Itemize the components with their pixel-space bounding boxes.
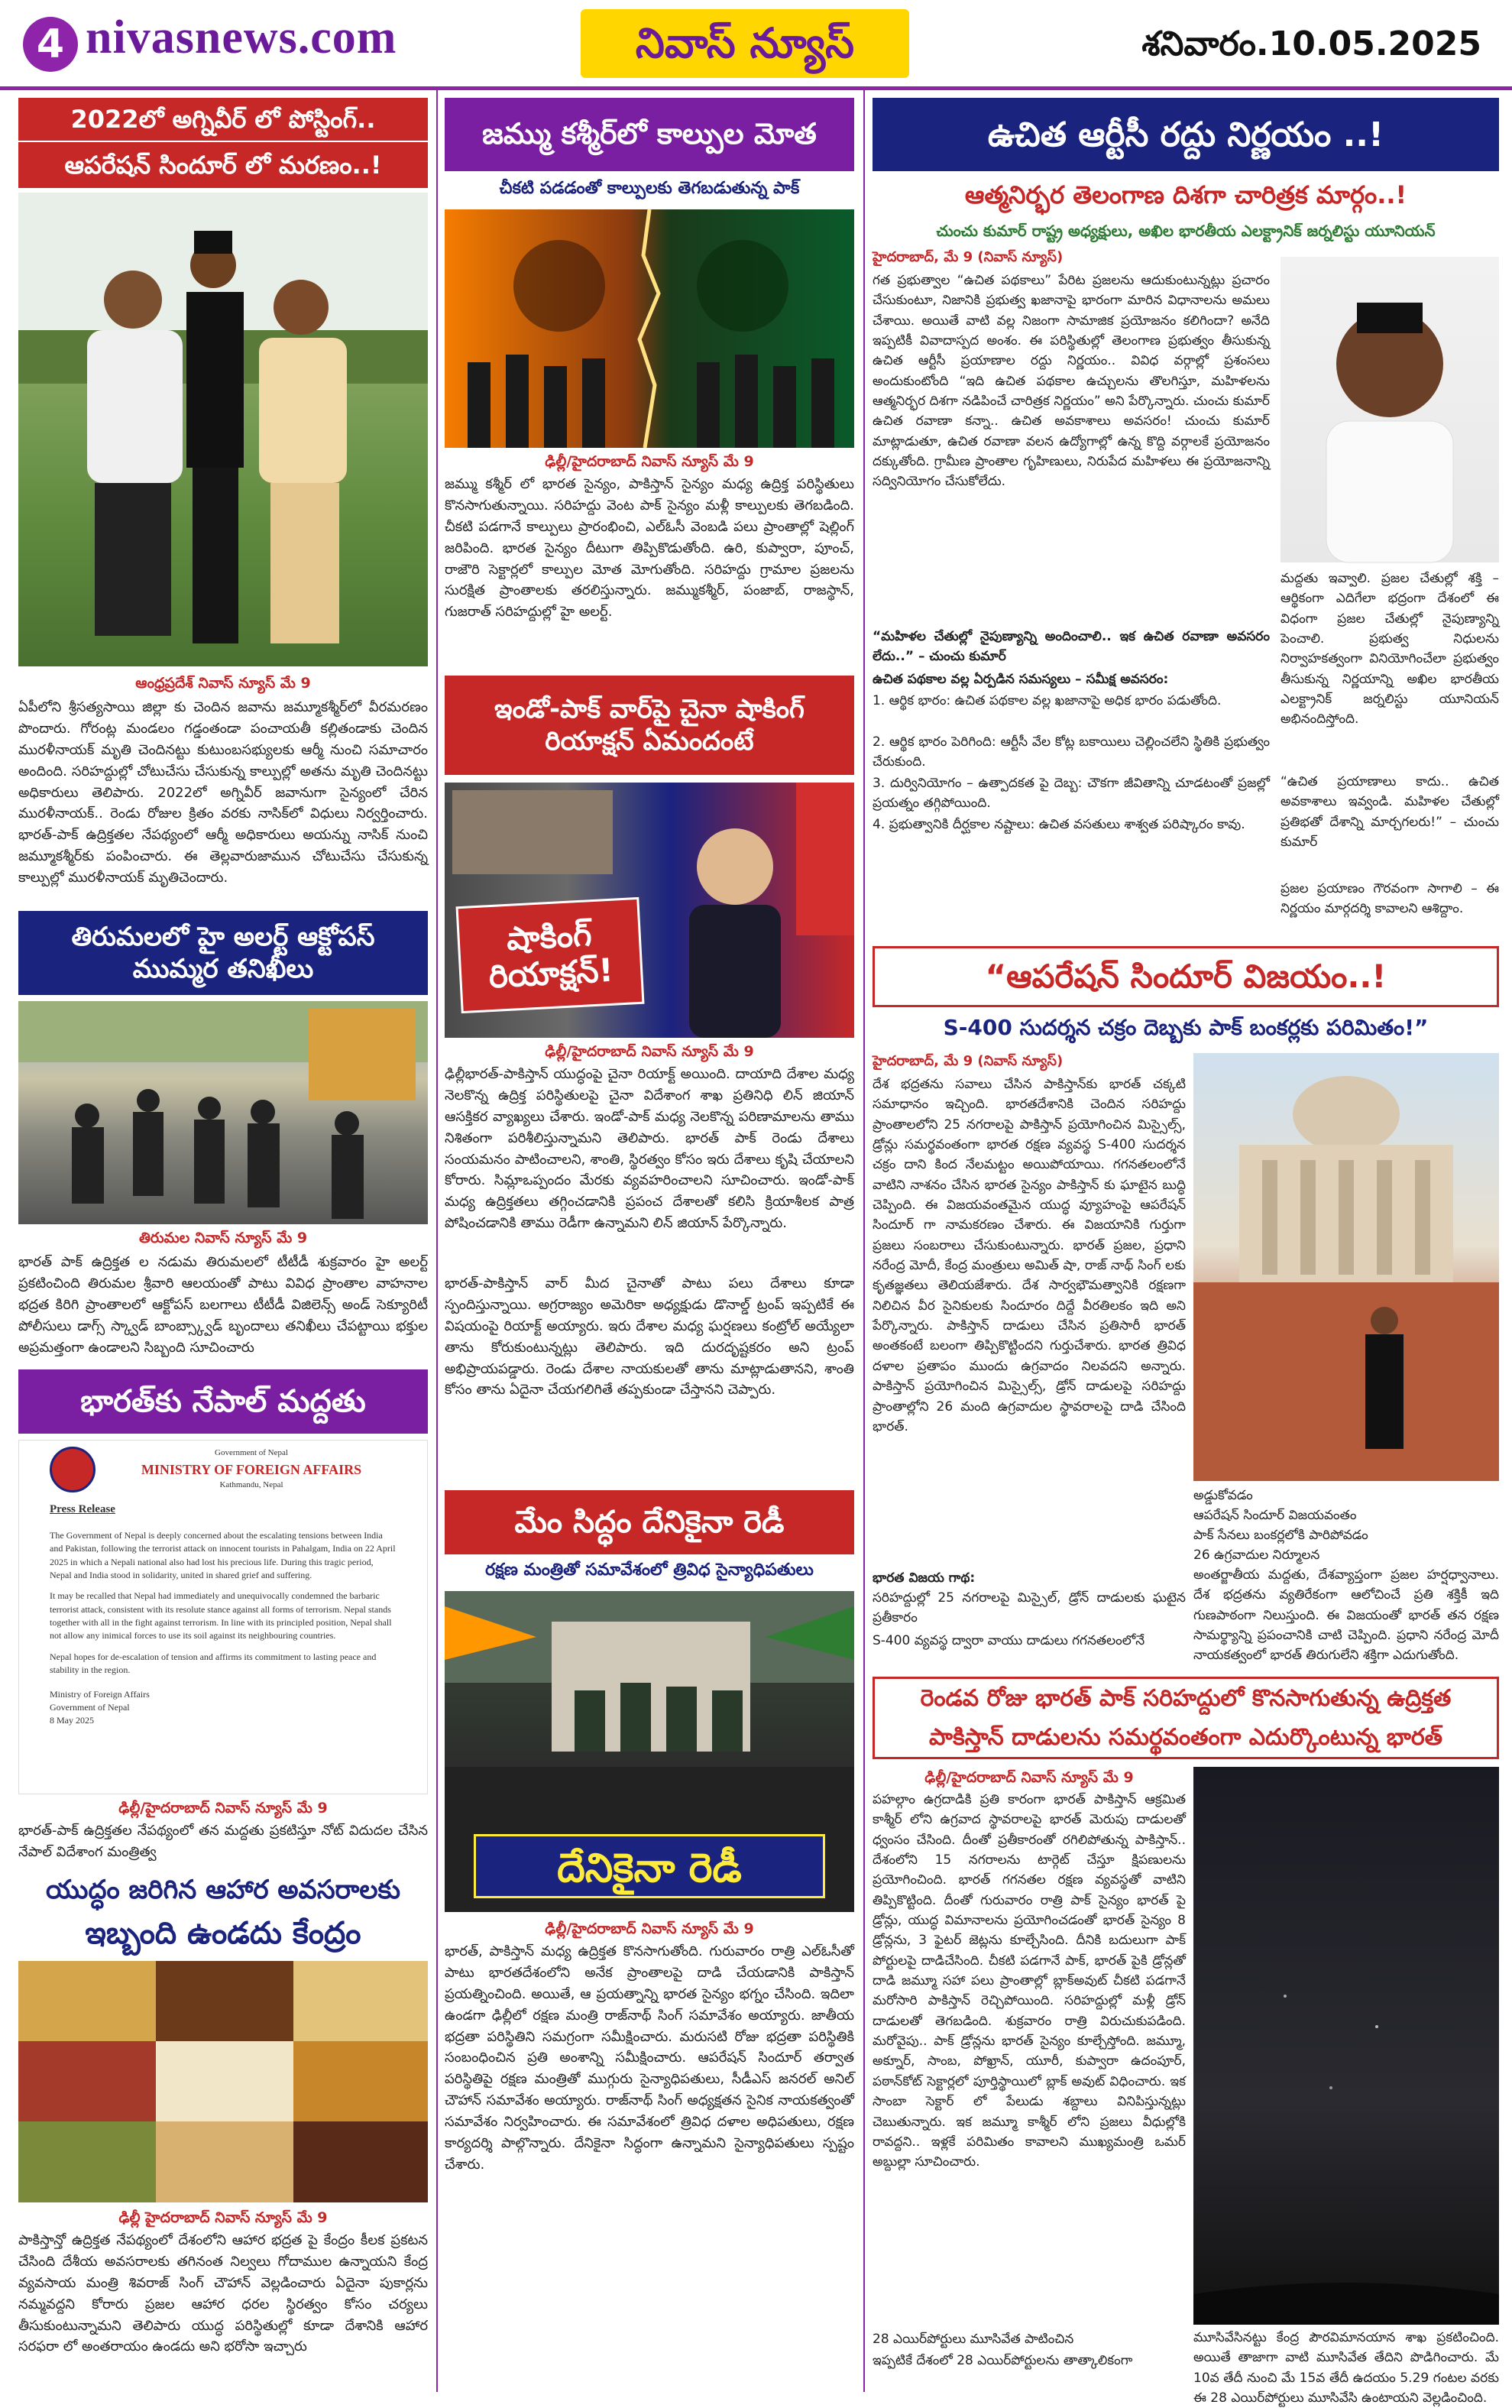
china-dateline: ఢిల్లీ/హైదరాబాద్ నివాస్ న్యూస్ మే 9 xyxy=(545,1043,754,1060)
border-tail-2: ఇప్పటికే దేశంలో 28 ఎయిర్‌పోర్టులను తాత్కాలికంగా xyxy=(873,2353,1133,2368)
jk-photo xyxy=(445,209,854,448)
court-photo xyxy=(1193,1053,1499,1481)
china-overlay-label: షాకింగ్ రియాక్షన్! xyxy=(456,897,645,1013)
doc-paragraph-3: Nepal hopes for de-escalation of tension and affirms its commitment to lasting peace and stability in the region. xyxy=(50,1651,377,1676)
doc-sign-2: Government of Nepal xyxy=(50,1702,130,1713)
sindoor-key-head: భారత విజయ గాథ: xyxy=(873,1570,976,1586)
sindoor-key-1: సరిహద్దుల్లో 25 నగరాలపై మిస్సైల్, డ్రోన్ దాడులకు ఘటైన ప్రతీకారం xyxy=(873,1590,1186,1626)
border-body: పహల్గాం ఉగ్రదాడికి ప్రతి కారంగా భారత్ పాకిస్తాన్ ఆక్రమిత కాశ్మీర్ లోని ఉగ్రవాద స్థావరాలపై భారత్ మెరుపు దాడులతో ధ్వంసం చేసింది. దీంతో ప్రతీకారంతో రగిలిపోతున్న పాకిస్తాన్.. దేశంలోని 15 నగరాలను టార్గెట్ చేస్తూ క్షిపణులను ప్రయోగించింది. భారత్ గగనతల రక్షణ వ్యవస్థతో వాటిని తిప్పికొట్టింది. దీంతో గురువారం రాత్రి పాక్ సైన్యం భారత్ పై డ్రోన్లు, యుద్ధ విమానాలను ప్రయోగించడంతో భారత్ సైన్యం 8 డ్రోన్లను, 3 ఫైటర్ జెట్లను కూల్చేసింది. దీనికి బదులుగా పాక్ పోర్టులపై దాడిచేసింది. చీకటి పడగానే పాక్, భారత్ పైకి డ్రోన్లతో దాడి జమ్మూ సహా పలు ప్రాంతాల్లో బ్లాక్అవుట్ చీకటి పడగానే మరోసారి పాకిస్తాన్ రెచ్చిపోయింది. సరిహద్దుల్లో మళ్లీ డ్రోన్ దాడులతో తెగబడింది. శుక్రవారం రాత్రి విరుచుకుపడింది. మరోవైపు.. పాక్ డ్రోన్లను భారత్ సైన్యం కూల్చేస్తోంది. జమ్మూ, అక్నూర్, సాంబ, పోఖ్రాన్, యూరీ, కుప్వారా ఉదంపూర్, పఠాన్‌కోట్ సెక్టార్లలో పూర్తిస్థాయిలో బ్లాక్ అవుట్ విధించారు. ఇక సాంబా సెక్టార్ లో పేలుడు శబ్దాలు వినిపిస్తున్నట్లు చెబుతున్నారు. ఇక జమ్మూ కాశ్మీర్ లోని ప్రజలు వీధుల్లోకి రావద్దని.. ఇళ్లకే పరిమితం కావాలని ముఖ్యమంత్రి ఒమర్ అబ్దుల్లా సూచించారు. xyxy=(873,1792,1186,2170)
tirumala-headline: తిరుమలలో హై అలర్ట్ ఆక్టోపస్ ముమ్మర తనిఖీలు xyxy=(18,911,428,995)
commandos xyxy=(18,1001,428,1224)
china-body-2: భారత్-పాకిస్తాన్ వార్ మీద చైనాతో పాటు పలు దేశాలు కూడా స్పందిస్తున్నాయి. అగ్రరాజ్యం అమెరికా అధ్యక్షుడు డొనాల్డ్ ట్రంప్ ఇప్పటికే ఈ విషయంపై రియాక్ట్ అయ్యారు. ఇరు దేశాల మధ్య ఘర్షణలు కంట్రోల్ అయ్యేలా తాను కోరుకుంటున్నట్లు తెలిపారు. ఇది దురదృష్టకరం అని ట్రంప్ అభిప్రాయపడ్డారు. రెండు దేశాల నాయకులతో తాను మాట్లాడుతానని, శాంతి కోసం తాను ఏదైనా చేయగలిగితే తప్పకుండా చేస్తానని చెప్పారు. xyxy=(445,1275,854,1398)
jk-body: జమ్ము కశ్మీర్ లో భారత సైన్యం, పాకిస్తాన్ సైన్యం మధ్య ఉద్రిక్త పరిస్థితులు కొనసాగుతున్నాయి. సరిహద్దు వెంట పాక్ సైన్యం మళ్లీ కాల్పులకు తెగబడింది. చీకటి పడగానే కాల్పులు ప్రారంభించి, ఎల్ఓసీ వెంబడి పలు ప్రాంతాల్లో షెల్లింగ్ జరిపింది. భారత సైన్యం దీటుగా తిప్పికొడుతోంది. ఉరి, కుప్వారా, పూంచ్, రాజౌరి సెక్టార్లలో కాల్పుల మోత మోగుతోంది. సరిహద్దు గ్రామాల ప్రజలను సురక్షిత ప్రాంతాలకు తరలిస్తున్నారు. జమ్ముకశ్మీర్, పంజాబ్, రాజస్థాన్, గుజరాత్ సరిహద్దుల్లో హై అలర్ట్. xyxy=(445,476,854,621)
author-quote: “ఉచిత ప్రయాణాలు కాదు.. ఉచిత అవకాశాలు ఇవ్వండి. మహిళల చేతుల్లో ప్రతిభతో దేశాన్ని మార్చగలరు!” – చుంచు కుమార్ xyxy=(1281,774,1499,851)
ready-headline: మేం సిద్ధం దేనికైనా రెడీ xyxy=(445,1490,854,1554)
ready-subhead: రక్షణ మంత్రితో సమావేశంలో త్రివిధ సైన్యాధిపతులు xyxy=(485,1561,814,1580)
doc-line-2: MINISTRY OF FOREIGN AFFAIRS xyxy=(141,1461,362,1477)
border-tail-1: 28 ఎయిర్‌పోర్టులు మూసివేత పాటించిన xyxy=(873,2332,1074,2347)
border-dateline: ఢిల్లీ/హైదరాబాద్ నివాస్ న్యూస్ మే 9 xyxy=(924,1769,1134,1786)
border-headline-2: పాకిస్తాన్ దాడులను సమర్థవంతంగా ఎదుర్కొంటున్న భారత్ xyxy=(873,1718,1499,1759)
rtc-byline: చుంచు కుమార్ రాష్ట్ర అధ్యక్షులు, అఖిల భారతీయ ఎలక్ట్రానిక్ జర్నలిస్టు యూనియన్ xyxy=(936,222,1436,240)
rtc-closing: ప్రజల ప్రయాణం గౌరవంగా సాగాలి – ఈ నిర్ణయం మార్గదర్శి కావాలని ఆశిద్దాం. xyxy=(1281,881,1499,917)
agniveer-family-photo xyxy=(18,193,428,666)
grain-bowls xyxy=(18,1961,428,2202)
family-figures xyxy=(18,193,428,666)
rtc-point-1: 1. ఆర్థిక భారం: ఉచిత పథకాల వల్ల ఖజానాపై అధిక భారం పడుతోంది. xyxy=(873,693,1222,708)
doc-paragraph-2: It may be recalled that Nepal had immediately and unequivocally condemned the barbaric terrorist attack, consistent with its resolute stance against all forms of terrorism. Nepal stands together with all in the fight against terrorism. In line with its principled position, Nepal shall not allow any inimical forces to use its soil against its neighbouring countries. xyxy=(50,1590,392,1642)
sindoor-dateline: హైదరాబాద్, మే 9 (నివాస్ న్యూస్) xyxy=(873,1053,1064,1069)
column-divider xyxy=(436,90,438,2392)
grains-photo xyxy=(18,1961,428,2202)
agniveer-headline-2: ఆపరేషన్ సిందూర్ లో మరణం..! xyxy=(18,142,428,188)
rtc-subhead: ఆత్మనిర్భర తెలంగాణ దిశగా చారిత్రక మార్గం..! xyxy=(964,180,1407,209)
issue-date: శనివారం.10.05.2025 xyxy=(1141,24,1481,63)
food-body: పాకిస్తాన్తో ఉద్రిక్తత నేపథ్యంలో దేశంలోని ఆహార భద్రత పై కేంద్రం కీలక ప్రకటన చేసింది దేశీయ అవసరాలకు తగినంత నిల్వలు గోదాముల ఉన్నాయని కేంద్ర వ్యవసాయ మంత్రి శివరాజ్ సింగ్ చౌహాన్ వెల్లడించారు ఏదైనా పుకార్లను నమ్మవద్దని కోరారు ప్రజల ఆహార ధరల స్థిరత్వం కోసం చర్యలు తీసుకుంటున్నామని తెలిపారు యుద్ధ పరిస్థితుల్లో కూడా దేశానికి ఆహార సరఫరా లో అంతరాయం ఉండదు అని భరోసా ఇచ్చారు xyxy=(18,2232,428,2355)
china-headline: ఇండో-పాక్ వార్‌పై చైనా షాకింగ్ రియాక్షన్ ఏమందంటే xyxy=(445,676,854,775)
night-sky-photo xyxy=(1193,1767,1499,2325)
doc-line-1: Government of Nepal xyxy=(215,1448,288,1458)
nepal-dateline: ఢిల్లీ/హైదరాబాద్ నివాస్ న్యూస్ మే 9 xyxy=(118,1800,328,1817)
tirumala-body: భారత్ పాక్ ఉద్రిక్తత ల నడుమ తిరుమలలో టీటీడీ శుక్రవారం హై అలర్ట్ ప్రకటించింది తిరుమల శ్రీవారి ఆలయంతో పాటు వివిధ ప్రాంతాల వాహనాల భద్రత కిరిగి ప్రాంతాలలో ఆక్టోపస్ బలగాలు టీటీడీ విజిలెన్స్ అండ్ సెక్యూరిటీ పోలీసులు డాగ్స్ స్క్వాడ్ బాంబ్స్క్వాడ్ బృందాలు తనిఖీలు చేపట్టాయి భక్తుల అప్రమత్తంగా ఉండాలని సిబ్బంది సూచించారు xyxy=(18,1254,428,1356)
sindoor-key-2: S-400 వ్యవస్థ ద్వారా వాయు దాడులు గగనతలంలోనే xyxy=(873,1633,1145,1648)
sindoor-body: దేశ భద్రతను సవాలు చేసిన పాకిస్తాన్‌కు భారత్ చక్కటి సమాధానం ఇచ్చింది. భారతదేశానికి చెందిన సరిహద్దు ప్రాంతాలలోని 25 నగరాలపై పాకిస్తాన్ ప్రయోగించిన మిస్సైల్స్, డ్రోన్లు సమర్థవంతంగా భారత రక్షణ వ్యవస్థ S-400 సుదర్శన చక్రం దాని కింద నేలమట్టం అయిపోయాయి. గగనతలంలోనే వాటిని నాశనం చేసిన భారత సైన్యం పాకిస్తాన్ కు ఘాటైన బుద్ధి చెప్పింది. ఈ విజయవంతమైన యుద్ధ వ్యూహంపై ఆపరేషన్ సిందూర్ గా నామకరణం చేశారు. ఈ విజయానికి గుర్తుగా ప్రజలు సంబరాలు చేసుకుంటున్నారు. భారత్ ప్రజల, ప్రధాని నరేంద్ర మోదీ, కేంద్ర మంత్రులు అమిత్ షా, రాజ్ నాథ్ సింగ్ లకు కృతజ్ఞతలు తెలియజేశారు. దేశ సార్వభౌమత్వానికి రక్షణగా నిలిచిన వీర సైనికులకు సిందూరం దిద్దే వీరతిలకం ఇది అని పేర్కొన్నారు. పాకిస్తాన్ దాడులు చేసిన ప్రతిసారీ భారత్ అంతకంటే బలంగా తిప్పికొట్టిందని గుర్తుచేశారు. భారత త్రివిధ దళాల ప్రతాపం ముందు ఉగ్రవాదం నిలవదని అన్నారు. పాకిస్తాన్ ప్రయోగించిన మిస్సైల్స్, డ్రోన్ దాడులపై సరిహద్దు ప్రాంతాల్లోని 26 మంది ఉగ్రవాదుల స్థావరాలపై దాడి చేసింది భారత్. xyxy=(873,1077,1186,1434)
site-name[interactable]: nivasnews.com xyxy=(86,11,397,63)
sindoor-headline: “ఆపరేషన్ సిందూర్ విజయం..! xyxy=(873,946,1499,1007)
rtc-body: గత ప్రభుత్వాల “ఉచిత పథకాలు” పేరిట ప్రజలను ఆదుకుంటున్నట్లు ప్రచారం చేసుకుంటూ, నిజానికి ప్రభుత్వ ఖజానాపై భారంగా మారిన విధానాలను అమలు చేశాయి. అయితే వాటి వల్ల నిజంగా సామాజిక ప్రయోజనం కలిగిందా? అనేది ఇప్పటికీ వివాదాస్పద అంశం. ఈ పరిస్థితుల్లో తెలంగాణ ప్రభుత్వం తీసుకున్న ఉచిత ఆర్టీసీ ప్రయాణాల రద్దు నిర్ణయం.. వివిధ వర్గాల్లో ప్రశంసలు అందుకుంటోంది “ఇది ఉచిత పథకాల ఉచ్చులను తొలగిస్తూ, మహిళలను ఆత్మనిర్భర దిశగా నడిపించే చారిత్రక నిర్ణయం” అని పేర్కొన్నారు. చుంచు కుమార్ ఉచిత రవాణా కన్నా.. ఉచిత అవకాశాలు అవసరం! చుంచు కుమార్ మాట్లాడుతూ, ఉచిత రవాణా వలన ఉద్యోగాల్లో ఉన్న కొద్ది వర్గాలకే ప్రయోజనం దక్కుతోంది. గ్రామీణ ప్రాంతాల గృహిణులు, నిరుపేద మహిళలు ఈ ప్రయోజనాన్ని సద్వినియోగం చేసుకోలేదు. xyxy=(873,273,1270,490)
sindoor-right-4: 26 ఉగ్రవాదుల నిర్మూలన xyxy=(1193,1548,1320,1563)
ready-body: భారత్, పాకిస్తాన్ మధ్య ఉద్రిక్తత కొనసాగుతోంది. గురువారం రాత్రి ఎల్ఓసీతో పాటు భారతదేశంలోని అనేక ప్రాంతాలపై దాడి చేయడానికి పాకిస్తాన్ ప్రయత్నించింది. అయితే, ఆ ప్రయత్నాన్ని భారత సైన్యం భగ్నం చేసింది. ఇదిలా ఉండగా ఢిల్లీలో రక్షణ మంత్రి రాజ్‌నాథ్ సింగ్ సమావేశం అయ్యారు. జాతీయ భద్రతా పరిస్థితిని సమగ్రంగా సమీక్షించారు. మరుసటి రోజు భద్రతా పరిస్థితికి సంబంధించిన ప్రతి అంశాన్ని సమీక్షించారు. ఆపరేషన్ సిందూర్ తర్వాత పరిస్థితిపై రక్షణ మంత్రితో ముగ్గురు సైన్యాధిపతులు, సీడీఎస్ జనరల్ అనిల్ చౌహాన్ సమావేశం అయ్యారు. రాజ్‌నాథ్ సింగ్ అధ్యక్షతన సైనిక నాయకత్వంతో సమావేశం నిర్వహించారు. ఈ సమావేశంలో త్రివిధ దళాల అధిపతులు, రక్షణ కార్యదర్శి పాల్గొన్నారు. దేనికైనా సిద్ధంగా ఉన్నామని సైన్యాధిపతులు స్పష్టం చేశారు. xyxy=(445,1943,854,2173)
food-headline-1: యుద్ధం జరిగిన ఆహార అవసరాలకు xyxy=(18,1869,428,1911)
doc-title: Press Release xyxy=(50,1503,115,1515)
page-number: 4 xyxy=(23,17,78,72)
rtc-dateline: హైదరాబాద్, మే 9 (నివాస్ న్యూస్) xyxy=(873,249,1064,265)
sindoor-right-5: అంతర్జాతీయ మద్దతు, దేశవ్యాప్తంగా ప్రజల హర్షధ్వానాలు. దేశ భద్రతను వ్యతిరేకంగా ఆలోచించే ప్రతి శక్తికీ ఇది గుణపాఠంగా నిలుస్తుంది. ఈ విజయంతో భారత్ తన రక్షణ సామర్థ్యాన్ని ప్రపంచానికి చాటి చెప్పింది. ప్రధాని నరేంద్ర మోదీ నాయకత్వంలో భారత్ తిరుగులేని శక్తిగా ఎదుగుతోంది. xyxy=(1193,1567,1499,1664)
soldiers-silhouette xyxy=(445,209,854,448)
author-caption: మద్దతు ఇవ్వాలి. ప్రజల చేతుల్లో శక్తి – ఆర్థికంగా ఎదిగేలా భద్రంగా దేశంలో ఈ విధంగా ప్రజల చేతుల్లో నైపుణ్యాన్ని పెంచాలి. ప్రభుత్వ నిధులను నిర్వాహకత్వంగా వినియోగించేలా ప్రభుత్వం తీసుకున్న నిర్ణయాన్ని అఖిల భారతీయ ఎలక్ట్రానిక్ జర్నలిస్టు యూనియన్ అభినందిస్తోంది. xyxy=(1281,571,1499,728)
tirumala-dateline: తిరుమల నివాస్ న్యూస్ మే 9 xyxy=(138,1230,308,1246)
author-portrait xyxy=(1281,257,1499,562)
agniveer-dateline: ఆంధ్రప్రదేశ్ నివాస్ న్యూస్ మే 9 xyxy=(135,675,311,692)
rtc-point-3: 3. దుర్వినియోగం – ఉత్పాదకత పై దెబ్బ: చౌకగా జీవితాన్ని చూడటంతో ప్రజల్లో ప్రయత్నం తగ్గిపోయింది. xyxy=(873,776,1270,812)
sindoor-subhead: S-400 సుదర్శన చక్రం దెబ్బకు పాక్ బంకర్లకు పరిమితం!” xyxy=(943,1015,1429,1040)
agniveer-headline-1: 2022లో అగ్నివీర్ లో పోస్టింగ్.. xyxy=(18,98,428,141)
rtc-points-head: ఉచిత పథకాల వల్ల ఏర్పడిన సమస్యలు – సమీక్ష అవసరం: xyxy=(873,672,1169,687)
nepal-body: భారత్‌-పాక్ ఉద్రిక్తతల నేపథ్యంలో తన మద్దతు ప్రకటిస్తూ నోట్ విదుదల చేసిన నేపాల్ విదేశాంగ మంత్రిత్వ xyxy=(18,1823,428,1860)
food-headline-2: ఇబ్బంది ఉండదు కేంద్రం xyxy=(18,1911,428,1956)
ready-overlay-label: దేనికైనా రెడీ xyxy=(474,1834,825,1898)
jk-headline: జమ్ము కశ్మీర్‌లో కాల్పుల మోత xyxy=(445,98,854,171)
rtc-headline: ఉచిత ఆర్టీసీ రద్దు నిర్ణయం ..! xyxy=(873,98,1499,171)
china-body: ఢిల్లీభారత్‌-పాకిస్తాన్ యుద్ధంపై చైనా రియాక్ట్ అయింది. దాయాది దేశాల మధ్య నెలకొన్న ఉద్రిక్త పరిస్థితులపై చైనా విదేశాంగ శాఖ ప్రతినిధి లిన్ జియాన్ ఆసక్తికర వ్యాఖ్యలు చేశారు. ఇండో-పాక్ మధ్య నెలకొన్న పరిణామాలను తాము నిశితంగా పరిశీలిస్తున్నామని తెలిపారు. భారత్ పాక్ రెండు దేశాలు సంయమనం పాటించాలని, శాంతి, స్థిరత్వం కోసం ఇరు దేశాలు కృషి చేయాలని కోరారు. సిమ్లాఒప్పందం మేరకు వ్యవహరించాలని సూచించారు. ఇండో-పాక్ మధ్య ఉద్రిక్తతలు తగ్గించడానికి ప్రపంచ దేశాలతో కలిసి క్రియాశీలక పాత్ర పోషించడానికి తాము రెడీగా ఉన్నామని లిన్ జియాన్ పేర్కొన్నారు. xyxy=(445,1066,854,1232)
nepal-emblem xyxy=(50,1447,96,1492)
food-dateline: ఢిల్లీ హైదరాబాద్ నివాస్ న్యూస్ మే 9 xyxy=(118,2209,328,2226)
nepal-headline: భారత్‌కు నేపాల్ మద్దతు xyxy=(18,1369,428,1434)
doc-sign-3: 8 May 2025 xyxy=(50,1715,94,1726)
doc-line-3: Kathmandu, Nepal xyxy=(219,1480,283,1490)
tirumala-photo xyxy=(18,1001,428,1224)
nepal-press-release xyxy=(18,1440,428,1794)
column-divider xyxy=(863,90,865,2392)
jk-subhead: చీకటి పడడంతో కాల్పులకు తెగబడుతున్న పాక్ xyxy=(499,179,800,198)
border-headline-1: రెండవ రోజు భారత్ పాక్ సరిహద్దులో కొనసాగుతున్న ఉద్రిక్తత xyxy=(873,1677,1499,1718)
doc-paragraph-1: The Government of Nepal is deeply concerned about the escalating tensions between India and Pakistan, following the terrorist attack on innocent tourists in Pahalgam, India on 22 April 2025 in which a Nepali national also had lost his precious life. During this tragic period, Nepal and India stood in solidarity, united in shared grief and suffering. xyxy=(50,1529,396,1580)
doc-sign-1: Ministry of Foreign Affairs xyxy=(50,1688,150,1700)
rtc-quote: “మహిళల చేతుల్లో నైపుణ్యాన్ని అందించాలి.. ఇక ఉచిత రవాణా అవసరం లేదు..” – చుంచు కుమార్ xyxy=(873,629,1270,665)
ready-dateline: ఢిల్లీ/హైదరాబాద్ నివాస్ న్యూస్ మే 9 xyxy=(545,1920,754,1937)
brand-logo: నివాస్ న్యూస్ xyxy=(581,9,909,78)
agniveer-body: ఏపీలోని శ్రీసత్యసాయి జిల్లా కు చెందిన జవాను జమ్మూకశ్మీర్‌లో వీరమరణం పొందారు. గోరంట్ల మండలం గడ్డంతండా పంచాయతీ కల్లితండాకు చెందిన మురళీనాయక్ మృతి చెందినట్టు కుటుంబసభ్యులకు ఆర్మీ నుంచి సమాచారం అందింది. సరిహద్దుల్లో చోటుచేసు చేసుకున్న కాల్పుల్లో అతను మృతి చెందినట్టు అధికారులు తెలిపారు. 2022లో అగ్నివీర్ జవానుగా సైన్యంలో చేరిన మురళీనాయక్.. రెండు రోజుల క్రితం వరకు నాసిక్‌లో విధులు నిర్వర్తించారు. భారత్‌-పాక్ ఉద్రిక్తతల నేపథ్యంలో ఆర్మీ అధికారులు అయన్ను నాసిక్ నుంచి జమ్మూకశ్మీర్‌కు పంపించారు. ఈ తెల్లవారుజామున చోటుచేసు చేసుకున్న కాల్పుల్లో మురళీనాయక్ మృతిచెందారు. xyxy=(18,699,428,886)
jk-dateline: ఢిల్లీ/హైదరాబాద్ నివాస్ న్యూస్ మే 9 xyxy=(545,453,754,470)
night-caption: మూసివేసినట్టు కేంద్ర పౌరవిమానయాన శాఖ ప్రకటించింది. అయితే తాజాగా వాటి మూసివేత తేదిని పొడిగించారు. మే 10వ తేదీ నుంచి మే 15వ తేదీ ఉదయం 5.29 గంటల వరకు ఈ 28 ఎయిర్‌పోర్టులు మూసివేసి ఉంటాయని వెల్లడించింది. xyxy=(1193,2330,1499,2406)
sindoor-right-2: ఆపరేషన్ సిందూర్ విజయవంతం xyxy=(1193,1508,1357,1523)
author-photo xyxy=(1281,257,1499,562)
sindoor-right-3: పాక్ సేనలు బంకర్లలోకి పారిపోవడం xyxy=(1193,1528,1368,1543)
sindoor-right-1: అడ్డుకోవడం xyxy=(1193,1488,1253,1503)
drone-lights xyxy=(1193,1767,1499,2325)
court-building xyxy=(1193,1053,1499,1481)
rtc-point-2: 2. ఆర్థిక భారం పెరిగింది: ఆర్టీసీ వేల కోట్ల బకాయిలు చెల్లించలేని స్థితికి ప్రభుత్వం చేరుకుంది. xyxy=(873,734,1270,770)
rtc-point-4: 4. ప్రభుత్వానికి దీర్ఘకాల నష్టాలు: ఉచిత వసతులు శాశ్వత పరిష్కారం కావు. xyxy=(873,817,1245,832)
